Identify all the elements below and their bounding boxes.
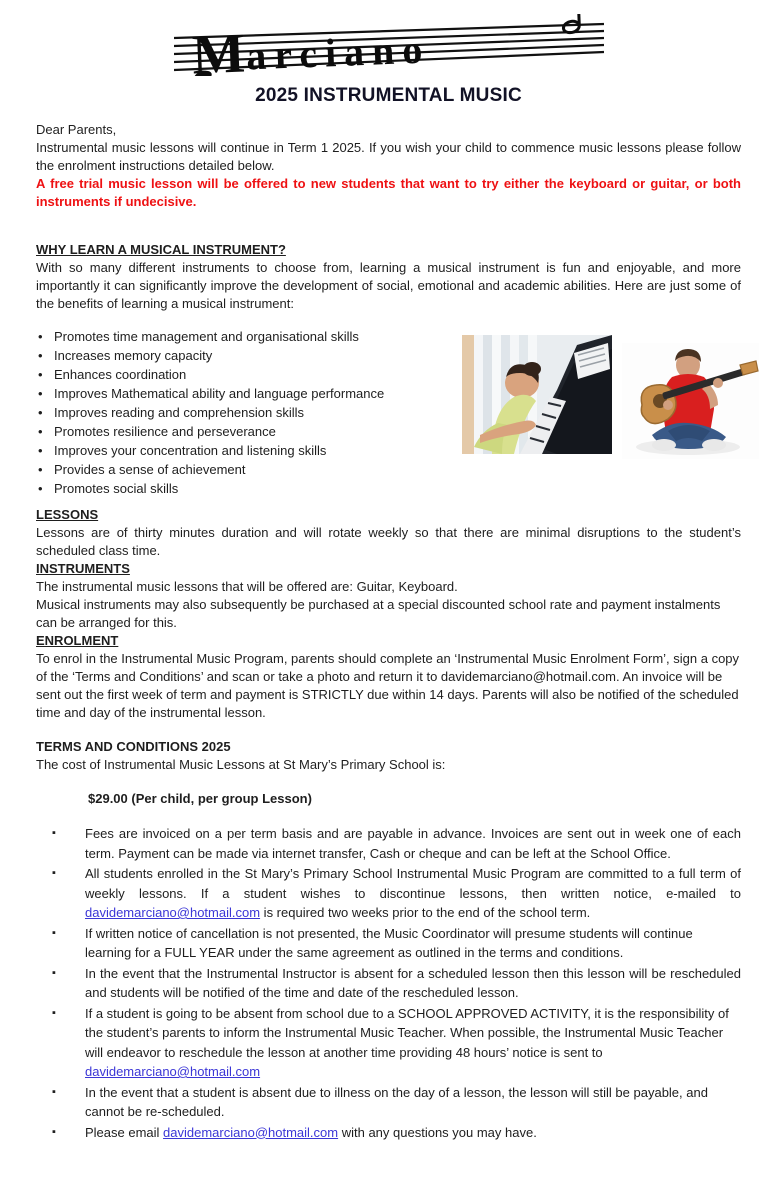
page-title: 2025 INSTRUMENTAL MUSIC bbox=[255, 85, 522, 106]
instruments-heading: INSTRUMENTS bbox=[36, 561, 130, 576]
term-item bbox=[36, 864, 741, 923]
term-text: Please email bbox=[85, 1124, 164, 1140]
term-text: with any questions you may have. bbox=[338, 1124, 537, 1140]
term-item bbox=[36, 824, 741, 863]
benefit-item: • Improves reading and comprehension skills bbox=[36, 403, 466, 422]
term-item bbox=[36, 924, 741, 963]
photo-girl-piano bbox=[462, 335, 612, 459]
term-item bbox=[36, 1004, 741, 1082]
marciano-logo bbox=[36, 14, 741, 81]
spacer bbox=[36, 211, 741, 241]
enrolment-heading: ENROLMENT bbox=[36, 633, 119, 648]
salutation: Dear Parents, bbox=[36, 122, 117, 137]
email-link[interactable]: davidemarciano@hotmail.com bbox=[163, 1124, 339, 1140]
price-line: $29.00 (Per child, per group Lesson) bbox=[88, 791, 312, 806]
term-text: In the event that the Instrumental Instructor is absent for a scheduled lesson then this lesson will be rescheduled and students will be notified of the time and date of the rescheduled lesson. bbox=[85, 965, 741, 1000]
spacer bbox=[36, 722, 741, 738]
why-learn-paragraph: With so many different instruments to choose from, learning a musical instrument is fun and enjoyable, and more importantly it can significantly improve the development of social, emotional and academic abilities. Here are just some of the benefits of learning a musical instrument: bbox=[36, 260, 741, 311]
logo-word-rest: arciano bbox=[244, 26, 431, 76]
lessons-paragraph: Lessons are of thirty minutes duration and will rotate weekly so that there are minimal disruptions to the student’s scheduled class time. bbox=[36, 525, 741, 558]
terms-heading: TERMS AND CONDITIONS 2025 bbox=[36, 739, 231, 754]
photo-boy-guitar bbox=[622, 343, 759, 464]
benefit-item: • Improves your concentration and listening skills bbox=[36, 441, 466, 460]
terms-list bbox=[36, 824, 741, 1142]
instruments-line1: The instrumental music lessons that will be offered are: Guitar, Keyboard. bbox=[36, 579, 458, 594]
intro-paragraph: Instrumental music lessons will continue in Term 1 2025. If you wish your child to commence music lessons please follow the enrolment instructions detailed below. bbox=[36, 140, 741, 173]
benefit-item: • Enhances coordination bbox=[36, 365, 466, 384]
email-link[interactable]: davidemarciano@hotmail.com bbox=[85, 905, 261, 920]
term-text: Fees are invoiced on a per term basis and are payable in advance. Invoices are sent out in week one of each term. Payment can be made via internet transfer, Cash or cheque and can be left at the School Office. bbox=[85, 826, 741, 861]
benefits-and-photos-row bbox=[36, 327, 741, 498]
benefit-item: • Improves Mathematical ability and language performance bbox=[36, 384, 466, 403]
benefit-item: • Increases memory capacity bbox=[36, 346, 466, 365]
enrolment-paragraph: To enrol in the Instrumental Music Program, parents should complete an ‘Instrumental Music Enrolment Form’, sign a copy of the ‘Terms and Conditions’ and scan or take a photo and return it to davidemarciano@hotmail.com. An invoice will be sent out the first week of term and payment is STRICTLY due within 14 days. Parents will also be notified of the scheduled time and day of the instrumental lesson. bbox=[36, 651, 740, 720]
benefit-item: • Promotes social skills bbox=[36, 479, 466, 498]
term-item bbox=[36, 1123, 741, 1143]
free-trial-notice: A free trial music lesson will be offered to new students that want to try either the keyboard or guitar, or both instruments if undecisive. bbox=[36, 176, 741, 209]
term-text: If a student is going to be absent from school due to a SCHOOL APPROVED ACTIVITY, it is the responsibility of the student’s parents to inform the Instrumental Music Teacher. When possible, the Instrumental Music Teacher will endeavor to reschedule the lesson at another time providing 48 hours’ notice is sent to bbox=[85, 1005, 729, 1060]
term-text: is required two weeks prior to the end of the school term. bbox=[260, 905, 591, 920]
benefit-item: • Promotes resilience and perseverance bbox=[36, 422, 466, 441]
music-staff-logo-graphic bbox=[174, 14, 604, 76]
term-item bbox=[36, 1083, 741, 1122]
benefits-list bbox=[36, 327, 466, 498]
terms-intro: The cost of Instrumental Music Lessons at St Mary’s Primary School is: bbox=[36, 757, 446, 772]
email-link[interactable]: davidemarciano@hotmail.com bbox=[85, 1064, 261, 1079]
term-item bbox=[36, 964, 741, 1003]
term-text: In the event that a student is absent due to illness on the day of a lesson, the lesson will still be payable, and cannot be re-scheduled. bbox=[85, 1084, 708, 1119]
lessons-heading: LESSONS bbox=[36, 507, 99, 522]
instruments-line2: Musical instruments may also subsequently be purchased at a special discounted school rate and payment instalments can be arranged for this. bbox=[36, 597, 721, 630]
benefit-item: • Promotes time management and organisational skills bbox=[36, 327, 466, 346]
term-text: If written notice of cancellation is not presented, the Music Coordinator will presume students will continue learning for a FULL YEAR under the same agreement as outlined in the terms and conditions. bbox=[85, 925, 693, 960]
why-learn-heading: WHY LEARN A MUSICAL INSTRUMENT? bbox=[36, 242, 286, 257]
spacer bbox=[36, 498, 741, 506]
logo-letter-m: M bbox=[190, 22, 246, 76]
benefit-item: • Provides a sense of achievement bbox=[36, 460, 466, 479]
term-text: All students enrolled in the St Mary’s Primary School Instrumental Music Program are committed to a full term of weekly lessons. If a student wishes to discontinue lessons, then written notice, e-mailed to bbox=[85, 866, 741, 901]
